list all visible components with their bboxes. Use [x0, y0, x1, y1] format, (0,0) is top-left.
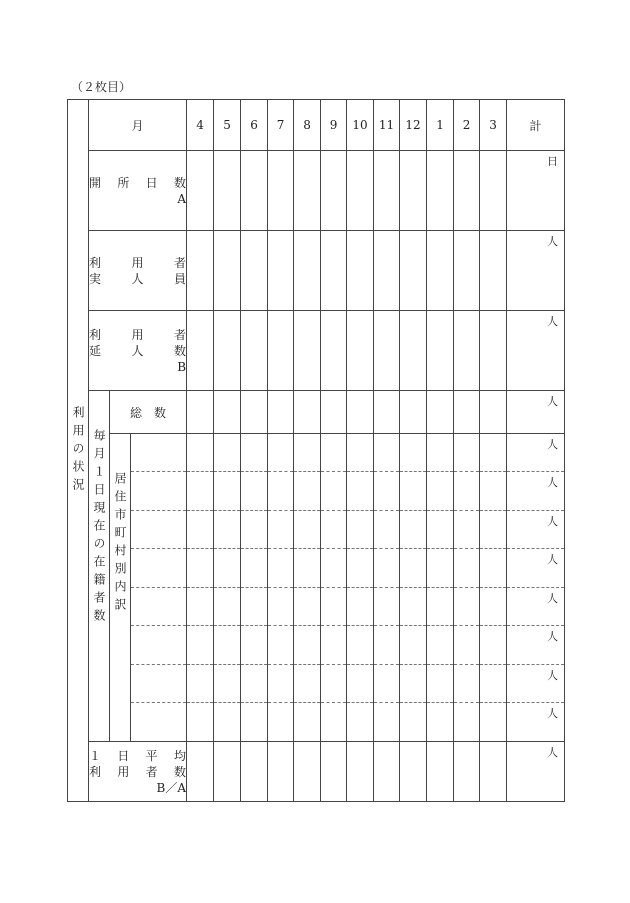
- month-header-cell: 8: [294, 100, 321, 151]
- month-cell[interactable]: [400, 151, 427, 231]
- month-cell[interactable]: [454, 151, 480, 231]
- month-cell[interactable]: [400, 311, 427, 391]
- total-cell[interactable]: [507, 311, 565, 391]
- unit-label: 日: [547, 155, 559, 168]
- total-header: 計: [507, 100, 565, 151]
- month-cell[interactable]: [400, 549, 427, 588]
- side-label-cell: [68, 100, 89, 802]
- month-cell[interactable]: [347, 434, 374, 472]
- month-cell[interactable]: [241, 151, 268, 231]
- month-cell[interactable]: [374, 311, 400, 391]
- unit-label: 人: [547, 746, 559, 759]
- month-cell[interactable]: [347, 511, 374, 549]
- month-cell[interactable]: [427, 742, 454, 802]
- month-cell[interactable]: [454, 511, 480, 549]
- month-cell[interactable]: [400, 588, 427, 626]
- month-cell[interactable]: [294, 434, 321, 472]
- month-header-cell: 5: [214, 100, 241, 151]
- unit-label: 人: [547, 592, 559, 605]
- month-cell[interactable]: [427, 151, 454, 231]
- month-cell[interactable]: [268, 626, 294, 665]
- month-cell[interactable]: [374, 588, 400, 626]
- month-cell[interactable]: [214, 549, 241, 588]
- month-cell[interactable]: [480, 588, 507, 626]
- municipality-cell[interactable]: [131, 434, 187, 472]
- month-cell[interactable]: [321, 231, 347, 311]
- total-users-row: [68, 311, 565, 391]
- month-cell[interactable]: [187, 588, 214, 626]
- side-label: 利用の状況: [71, 405, 85, 496]
- month-cell[interactable]: [374, 549, 400, 588]
- month-cell[interactable]: [241, 588, 268, 626]
- total-cell[interactable]: [507, 742, 565, 802]
- municipality-cell[interactable]: [131, 511, 187, 549]
- month-cell[interactable]: [294, 311, 321, 391]
- enrolled-total-row: [68, 391, 565, 434]
- month-cell[interactable]: [374, 703, 400, 742]
- unit-label: 人: [547, 476, 559, 489]
- month-cell[interactable]: [214, 311, 241, 391]
- month-cell[interactable]: [241, 549, 268, 588]
- month-header-cell: 9: [321, 100, 347, 151]
- month-cell[interactable]: [454, 742, 480, 802]
- unit-label: 人: [547, 553, 559, 566]
- month-cell[interactable]: [268, 391, 294, 434]
- actual-users-label: 利 用 者 実 人 員: [89, 231, 187, 311]
- month-cell[interactable]: [480, 434, 507, 472]
- month-cell[interactable]: [427, 665, 454, 703]
- unit-label: 人: [547, 315, 559, 328]
- month-header: 月: [89, 100, 187, 151]
- month-cell[interactable]: [268, 703, 294, 742]
- month-cell[interactable]: [321, 549, 347, 588]
- month-cell[interactable]: [321, 665, 347, 703]
- month-cell[interactable]: [294, 549, 321, 588]
- month-cell[interactable]: [454, 472, 480, 511]
- month-cell[interactable]: [454, 391, 480, 434]
- month-header-cell: 6: [241, 100, 268, 151]
- month-cell[interactable]: [427, 472, 454, 511]
- unit-label: 人: [547, 438, 559, 451]
- breakdown-row: [68, 665, 565, 703]
- breakdown-row: [68, 511, 565, 549]
- month-cell[interactable]: [480, 311, 507, 391]
- month-cell[interactable]: [241, 703, 268, 742]
- month-cell[interactable]: [347, 231, 374, 311]
- month-cell[interactable]: [187, 434, 214, 472]
- breakdown-label: 居住市町村別内訳: [113, 472, 127, 616]
- month-cell[interactable]: [454, 665, 480, 703]
- month-cell[interactable]: [374, 511, 400, 549]
- month-cell[interactable]: [187, 472, 214, 511]
- total-cell[interactable]: [507, 434, 565, 472]
- month-cell[interactable]: [294, 472, 321, 511]
- page-caption: （２枚目）: [71, 80, 132, 94]
- month-cell[interactable]: [374, 391, 400, 434]
- month-cell[interactable]: [400, 665, 427, 703]
- month-cell[interactable]: [294, 626, 321, 665]
- unit-label: 人: [547, 515, 559, 528]
- month-cell[interactable]: [347, 665, 374, 703]
- month-cell[interactable]: [268, 549, 294, 588]
- month-cell[interactable]: [294, 511, 321, 549]
- month-cell[interactable]: [294, 742, 321, 802]
- breakdown-row: [68, 626, 565, 665]
- unit-label: 人: [547, 707, 559, 720]
- month-cell[interactable]: [294, 703, 321, 742]
- month-cell[interactable]: [400, 391, 427, 434]
- month-cell[interactable]: [241, 231, 268, 311]
- month-cell[interactable]: [294, 665, 321, 703]
- total-cell[interactable]: [507, 665, 565, 703]
- month-cell[interactable]: [268, 472, 294, 511]
- month-cell[interactable]: [268, 665, 294, 703]
- month-cell[interactable]: [187, 626, 214, 665]
- month-cell[interactable]: [321, 626, 347, 665]
- municipality-cell[interactable]: [131, 703, 187, 742]
- month-cell[interactable]: [268, 231, 294, 311]
- month-header-cell: 4: [187, 100, 214, 151]
- month-cell[interactable]: [321, 311, 347, 391]
- unit-label: 人: [547, 630, 559, 643]
- total-cell[interactable]: [507, 549, 565, 588]
- month-cell[interactable]: [321, 742, 347, 802]
- month-cell[interactable]: [268, 434, 294, 472]
- month-cell[interactable]: [214, 742, 241, 802]
- total-users-label: 利 用 者 延 人 数 B: [89, 311, 187, 391]
- month-cell[interactable]: [480, 391, 507, 434]
- month-cell[interactable]: [427, 391, 454, 434]
- breakdown-row: [68, 549, 565, 588]
- breakdown-row: [68, 703, 565, 742]
- month-header-cell: 1: [427, 100, 454, 151]
- month-header-cell: 3: [480, 100, 507, 151]
- usage-status-table: [67, 99, 565, 802]
- unit-label: 人: [547, 235, 559, 248]
- month-cell[interactable]: [480, 231, 507, 311]
- month-cell[interactable]: [268, 588, 294, 626]
- open-days-label: 開 所 日 数 A: [89, 151, 187, 231]
- month-cell[interactable]: [454, 434, 480, 472]
- month-cell[interactable]: [480, 665, 507, 703]
- month-cell[interactable]: [321, 511, 347, 549]
- month-cell[interactable]: [268, 311, 294, 391]
- month-cell[interactable]: [374, 231, 400, 311]
- municipality-cell[interactable]: [131, 665, 187, 703]
- month-cell[interactable]: [347, 742, 374, 802]
- month-cell[interactable]: [347, 391, 374, 434]
- total-cell[interactable]: [507, 472, 565, 511]
- month-cell[interactable]: [374, 626, 400, 665]
- month-cell[interactable]: [268, 151, 294, 231]
- month-cell[interactable]: [400, 231, 427, 311]
- month-cell[interactable]: [427, 703, 454, 742]
- month-cell[interactable]: [321, 588, 347, 626]
- month-cell[interactable]: [480, 472, 507, 511]
- month-cell[interactable]: [480, 742, 507, 802]
- month-cell[interactable]: [400, 703, 427, 742]
- month-cell[interactable]: [241, 391, 268, 434]
- month-cell[interactable]: [268, 742, 294, 802]
- month-cell[interactable]: [187, 549, 214, 588]
- month-cell[interactable]: [374, 742, 400, 802]
- month-cell[interactable]: [187, 703, 214, 742]
- breakdown-row: [68, 588, 565, 626]
- daily-average-label: １ 日 平 均 利 用 者 数 B／A: [89, 742, 187, 802]
- month-cell[interactable]: [454, 311, 480, 391]
- month-cell[interactable]: [187, 311, 214, 391]
- month-cell[interactable]: [454, 626, 480, 665]
- month-cell[interactable]: [187, 391, 214, 434]
- total-cell[interactable]: [507, 626, 565, 665]
- header-row: [68, 100, 565, 151]
- month-cell[interactable]: [454, 231, 480, 311]
- month-cell[interactable]: [347, 549, 374, 588]
- month-cell[interactable]: [374, 151, 400, 231]
- unit-label: 人: [547, 669, 559, 682]
- month-cell[interactable]: [321, 151, 347, 231]
- month-cell[interactable]: [374, 472, 400, 511]
- month-cell[interactable]: [454, 703, 480, 742]
- month-header-cell: 12: [400, 100, 427, 151]
- month-cell[interactable]: [241, 742, 268, 802]
- month-cell[interactable]: [427, 549, 454, 588]
- total-cell[interactable]: [507, 703, 565, 742]
- month-cell[interactable]: [214, 151, 241, 231]
- month-cell[interactable]: [347, 311, 374, 391]
- month-cell[interactable]: [214, 391, 241, 434]
- month-cell[interactable]: [427, 511, 454, 549]
- month-cell[interactable]: [187, 511, 214, 549]
- month-cell[interactable]: [347, 472, 374, 511]
- month-cell[interactable]: [454, 588, 480, 626]
- month-cell[interactable]: [480, 703, 507, 742]
- month-cell[interactable]: [480, 549, 507, 588]
- month-cell[interactable]: [214, 703, 241, 742]
- month-cell[interactable]: [294, 588, 321, 626]
- breakdown-label-cell: [110, 434, 131, 742]
- breakdown-row: [68, 434, 565, 472]
- month-cell[interactable]: [214, 434, 241, 472]
- month-cell[interactable]: [427, 588, 454, 626]
- month-cell[interactable]: [214, 231, 241, 311]
- month-cell[interactable]: [214, 511, 241, 549]
- month-cell[interactable]: [321, 391, 347, 434]
- breakdown-row: [68, 472, 565, 511]
- total-cell[interactable]: [507, 231, 565, 311]
- month-cell[interactable]: [321, 434, 347, 472]
- month-header-cell: 11: [374, 100, 400, 151]
- month-cell[interactable]: [187, 742, 214, 802]
- month-cell[interactable]: [400, 626, 427, 665]
- month-cell[interactable]: [294, 391, 321, 434]
- month-cell[interactable]: [241, 665, 268, 703]
- month-cell[interactable]: [241, 434, 268, 472]
- municipality-cell[interactable]: [131, 549, 187, 588]
- month-cell[interactable]: [427, 434, 454, 472]
- daily-average-row: [68, 742, 565, 802]
- municipality-cell[interactable]: [131, 626, 187, 665]
- month-cell[interactable]: [241, 511, 268, 549]
- month-cell[interactable]: [321, 472, 347, 511]
- month-cell[interactable]: [427, 311, 454, 391]
- month-cell[interactable]: [427, 626, 454, 665]
- month-cell[interactable]: [214, 588, 241, 626]
- month-cell[interactable]: [294, 231, 321, 311]
- month-cell[interactable]: [480, 151, 507, 231]
- actual-users-row: [68, 231, 565, 311]
- month-cell[interactable]: [241, 472, 268, 511]
- month-cell[interactable]: [347, 588, 374, 626]
- month-header-cell: 10: [347, 100, 374, 151]
- month-cell[interactable]: [400, 742, 427, 802]
- open-days-row: [68, 151, 565, 231]
- month-cell[interactable]: [400, 472, 427, 511]
- month-cell[interactable]: [241, 311, 268, 391]
- month-header-cell: 7: [268, 100, 294, 151]
- enrolled-group-label-cell: [89, 391, 110, 742]
- total-cell[interactable]: [507, 151, 565, 231]
- month-cell[interactable]: [214, 665, 241, 703]
- month-header-cell: 2: [454, 100, 480, 151]
- month-cell[interactable]: [347, 703, 374, 742]
- total-cell[interactable]: [507, 511, 565, 549]
- month-cell[interactable]: [241, 626, 268, 665]
- month-cell[interactable]: [321, 703, 347, 742]
- municipality-cell[interactable]: [131, 588, 187, 626]
- month-cell[interactable]: [454, 549, 480, 588]
- month-cell[interactable]: [400, 434, 427, 472]
- month-cell[interactable]: [347, 151, 374, 231]
- month-cell[interactable]: [294, 151, 321, 231]
- month-cell[interactable]: [480, 626, 507, 665]
- municipality-cell[interactable]: [131, 472, 187, 511]
- month-cell[interactable]: [187, 151, 214, 231]
- total-cell[interactable]: [507, 391, 565, 434]
- month-cell[interactable]: [480, 511, 507, 549]
- month-cell[interactable]: [187, 231, 214, 311]
- month-cell[interactable]: [347, 626, 374, 665]
- month-cell[interactable]: [214, 472, 241, 511]
- unit-label: 人: [547, 395, 559, 408]
- month-cell[interactable]: [374, 434, 400, 472]
- month-cell[interactable]: [268, 511, 294, 549]
- month-cell[interactable]: [374, 665, 400, 703]
- enrolled-group-label: 毎月１日現在の在籍者数: [92, 429, 106, 627]
- enrolled-total-label: 総 数: [110, 391, 187, 434]
- month-cell[interactable]: [187, 665, 214, 703]
- total-cell[interactable]: [507, 588, 565, 626]
- month-cell[interactable]: [214, 626, 241, 665]
- month-cell[interactable]: [427, 231, 454, 311]
- month-cell[interactable]: [400, 511, 427, 549]
